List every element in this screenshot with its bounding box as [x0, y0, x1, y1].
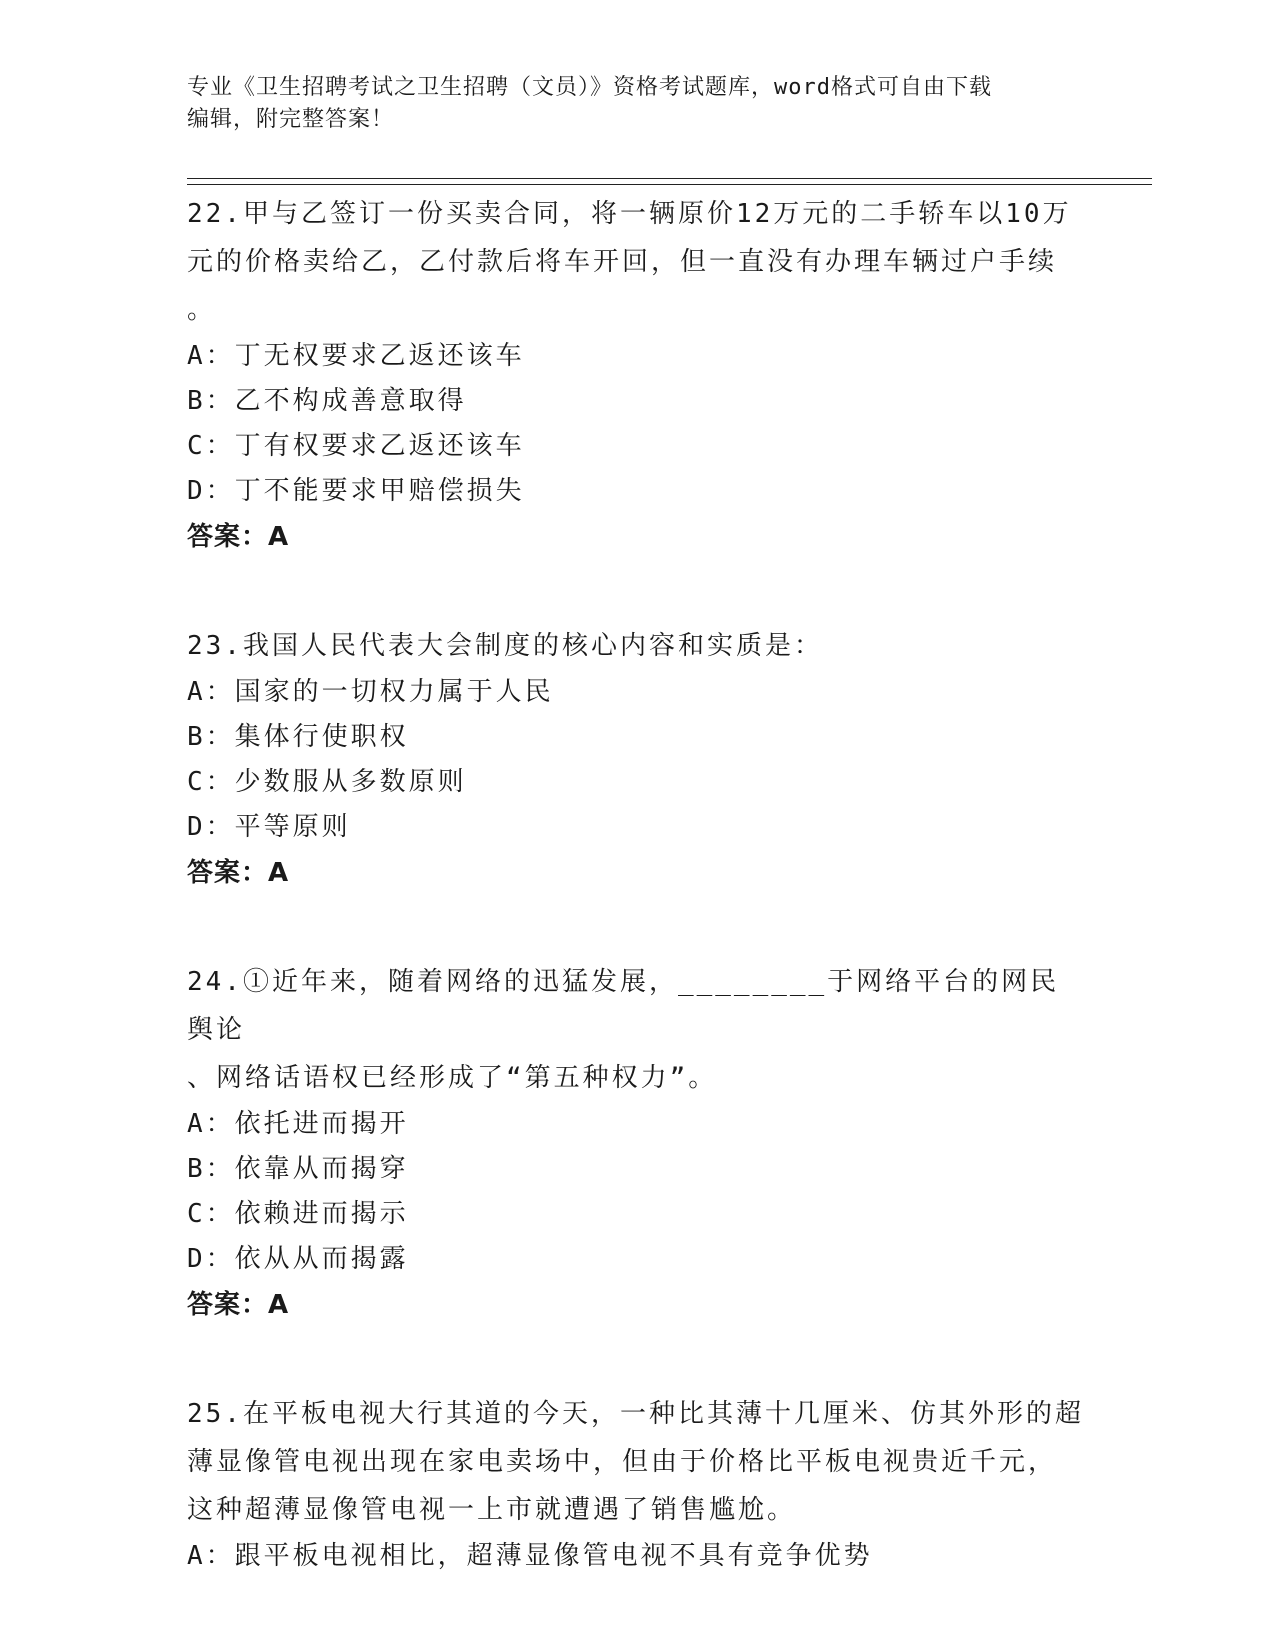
header-rule-top — [187, 178, 1152, 179]
question-list — [187, 190, 1087, 1579]
option-b: B：依靠从而揭穿 — [187, 1154, 409, 1184]
header-rule-bottom — [187, 184, 1152, 185]
option-b: B：乙不构成善意取得 — [187, 386, 467, 416]
option-a: A：丁无权要求乙返还该车 — [187, 341, 525, 371]
option-c: C：少数服从多数原则 — [187, 767, 467, 797]
header-line-1: 专业《卫生招聘考试之卫生招聘（文员）》资格考试题库，word格式可自由下载 — [187, 75, 992, 100]
question-stem-line: 25.在平板电视大行其道的今天，一种比其薄十几厘米、仿其外形的超 — [187, 1399, 1084, 1429]
question-stem-line: 、网络话语权已经形成了“第五种权力”。 — [187, 1063, 718, 1093]
question-22 — [187, 190, 1087, 560]
option-c: C：依赖进而揭示 — [187, 1199, 409, 1229]
question-stem-line: 元的价格卖给乙，乙付款后将车开回，但一直没有办理车辆过户手续 — [187, 247, 1058, 277]
question-stem-line: 薄显像管电视出现在家电卖场中，但由于价格比平板电视贵近千元， — [187, 1447, 1058, 1477]
option-a: A：依托进而揭开 — [187, 1109, 409, 1139]
header-line-2: 编辑，附完整答案！ — [187, 107, 395, 132]
question-25 — [187, 1390, 1087, 1579]
question-24 — [187, 958, 1087, 1328]
option-c: C：丁有权要求乙返还该车 — [187, 431, 525, 461]
question-stem-line: 24.①近年来，随着网络的迅猛发展，________于网络平台的网民舆论 — [187, 967, 1060, 1045]
option-d: D：依从从而揭露 — [187, 1244, 409, 1274]
option-a: A：跟平板电视相比，超薄显像管电视不具有竞争优势 — [187, 1541, 873, 1571]
question-stem-line: 22.甲与乙签订一份买卖合同，将一辆原价12万元的二手轿车以10万 — [187, 199, 1072, 229]
question-23 — [187, 622, 1087, 896]
option-b: B：集体行使职权 — [187, 722, 409, 752]
option-a: A：国家的一切权力属于人民 — [187, 677, 554, 707]
question-stem-line: 这种超薄显像管电视一上市就遭遇了销售尴尬。 — [187, 1495, 797, 1525]
answer-label: 答案：A — [187, 858, 290, 888]
option-d: D：丁不能要求甲赔偿损失 — [187, 476, 525, 506]
answer-label: 答案：A — [187, 522, 290, 552]
document-header — [187, 72, 1087, 136]
question-stem-line: 。 — [187, 295, 217, 325]
option-d: D：平等原则 — [187, 812, 351, 842]
answer-label: 答案：A — [187, 1290, 290, 1320]
question-stem-line: 23.我国人民代表大会制度的核心内容和实质是： — [187, 631, 823, 661]
